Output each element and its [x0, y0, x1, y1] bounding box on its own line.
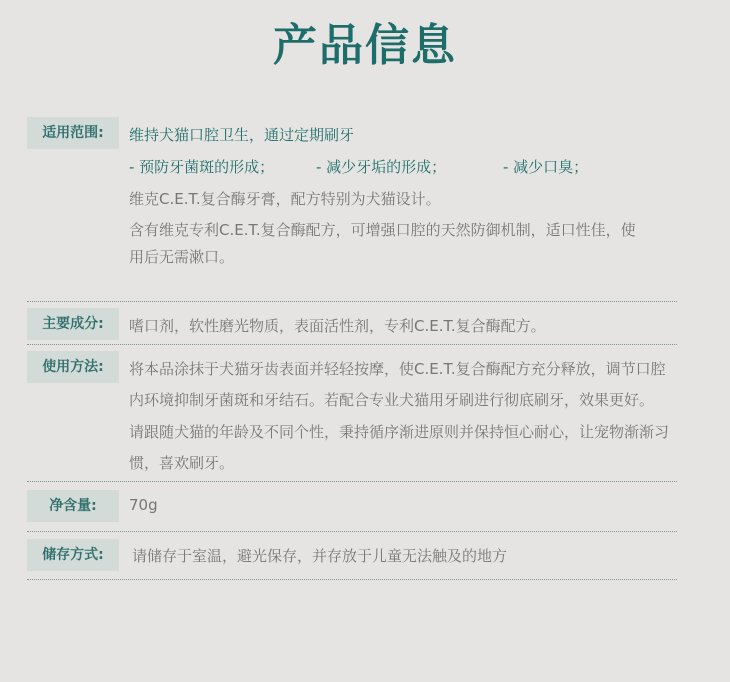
usage-line: 惯，喜欢刷牙。: [129, 454, 235, 472]
divider: [27, 579, 677, 580]
net-content-value: 70g: [129, 496, 158, 514]
usage-line: 请跟随犬猫的年龄及不同个性，秉持循序渐进原则并保持恒心耐心，让宠物渐渐习: [129, 423, 670, 441]
scope-benefit-breath: - 减少口臭；: [503, 158, 589, 176]
divider: [27, 344, 677, 345]
scope-benefit-tartar: - 减少牙垢的形成；: [316, 158, 447, 176]
scope-benefit-plaque: - 预防牙菌斑的形成；: [129, 158, 275, 176]
net-content-label: 净含量:: [27, 490, 119, 522]
page-title: 产品信息: [273, 20, 457, 71]
storage-label: 储存方式:: [27, 539, 119, 571]
scope-patent-text: 含有维克专利C.E.T.复合酶配方，可增强口腔的天然防御机制，适口性佳，使: [129, 221, 636, 239]
scope-rinse-text: 用后无需漱口。: [129, 248, 235, 266]
usage-line: 将本品涂抹于犬猫牙齿表面并轻轻按摩，使C.E.T.复合酶配方充分释放，调节口腔: [129, 360, 666, 378]
scope-intro: 维持犬猫口腔卫生，通过定期刷牙: [129, 126, 355, 144]
usage-line: 内环境抑制牙菌斑和牙结石。若配合专业犬猫用牙刷进行彻底刷牙，效果更好。: [129, 391, 655, 409]
ingredients-text: 嗜口剂，软性磨光物质，表面活性剂，专利C.E.T.复合酶配方。: [129, 317, 546, 335]
scope-formula-text: 维克C.E.T.复合酶牙膏，配方特别为犬猫设计。: [129, 190, 441, 208]
storage-text: 请储存于室温，避光保存，并存放于儿童无法触及的地方: [132, 547, 508, 565]
scope-label: 适用范围:: [27, 117, 119, 149]
divider: [27, 481, 677, 482]
usage-label: 使用方法:: [27, 351, 119, 383]
ingredients-label: 主要成分:: [27, 308, 119, 340]
divider: [27, 301, 677, 302]
divider: [27, 531, 677, 532]
